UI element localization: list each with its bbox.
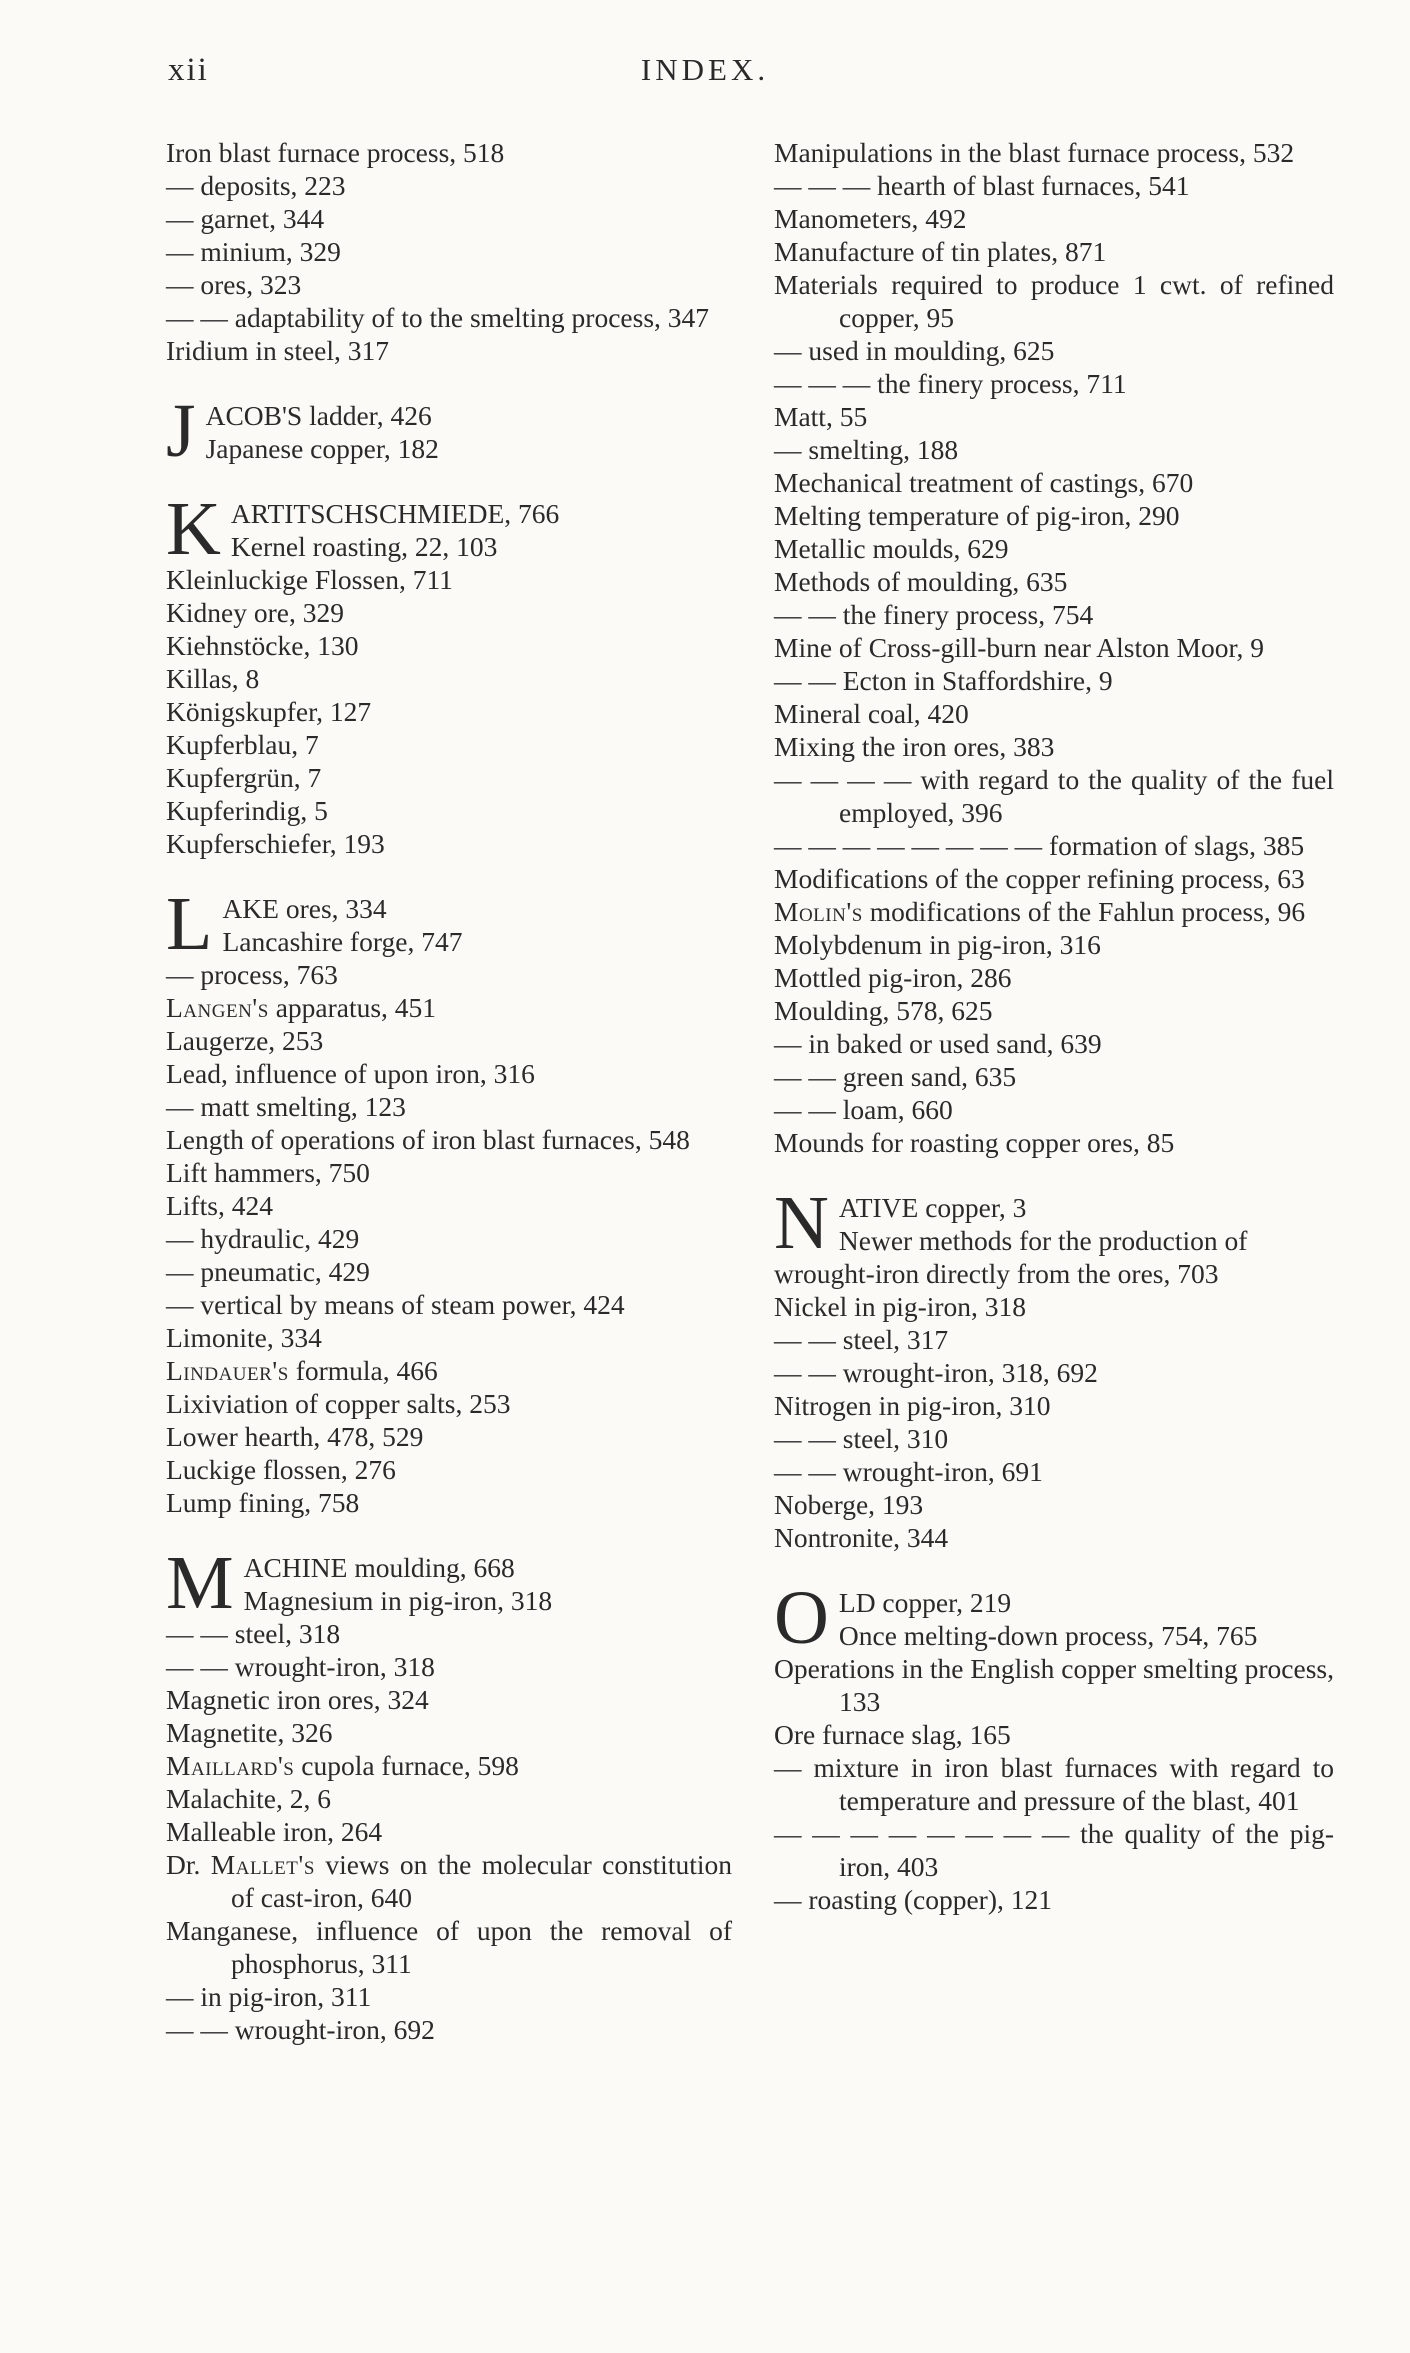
index-entry: Manufacture of tin plates, 871 [774,236,1107,267]
index-entry: Melting temperature of pig-iron, 290 [774,500,1180,531]
index-entry: — used in moulding, 625 [774,335,1055,366]
index-entry: Kleinluckige Flossen, 711 [166,564,453,595]
section-second-entry: Newer methods for the production of wrought-iron directly from the ores, 703 [774,1225,1248,1289]
section-heading-entry: ATIVE copper, 3 [838,1192,1027,1223]
proper-name: Lindauer's [166,1355,289,1386]
index-entry: — — green sand, 635 [774,1061,1017,1092]
index-entry-list [166,1914,732,2046]
entry-text: modifications of the Fahlun process, 96 [862,896,1306,927]
dropcap-letter: N [774,1181,829,1265]
index-entry: — minium, 329 [166,236,341,267]
entry-text: views on the molecular constitution of cast-iron, 640 [231,1849,732,1913]
index-entry: Matt, 55 [774,401,868,432]
section-o [774,1576,1334,1916]
index-entry: Kidney ore, 329 [166,597,344,628]
index-entry-list [166,1782,732,1848]
section-i [166,136,732,367]
dropcap-letter: J [166,389,196,473]
index-entry: Limonite, 334 [166,1322,322,1353]
index-entry: — matt smelting, 123 [166,1091,406,1122]
index-entry [166,1749,732,1782]
index-entry: Mottled pig-iron, 286 [774,962,1012,993]
index-entry [774,895,1334,928]
running-title: INDEX. [640,52,770,87]
section-heading-entry: AKE ores, 334 [222,893,387,924]
index-entry: Mineral coal, 420 [774,698,969,729]
index-entry: — — — — — — — — formation of slags, 385 [774,830,1305,861]
index-entry: — garnet, 344 [166,203,325,234]
index-entry-list [166,958,732,991]
index-entry: Manometers, 492 [774,203,967,234]
section-m [166,1541,732,2046]
entry-text: Dr. [166,1849,211,1880]
entry-text: cupola furnace, 598 [294,1750,519,1781]
index-entry: Nickel in pig-iron, 318 [774,1291,1027,1322]
proper-name: Mallet's [210,1849,315,1880]
section-heading-entry: ACOB'S ladder, 426 [205,400,432,431]
index-entry: — — — — — — — — the quality of the pig-iron, 403 [774,1818,1334,1882]
section-second-entry: Japanese copper, 182 [205,433,439,464]
index-entry: Mechanical treatment of castings, 670 [774,467,1194,498]
index-entry: — — — hearth of blast furnaces, 541 [774,170,1190,201]
index-entry: Length of operations of iron blast furnaces, 548 [166,1124,690,1155]
index-entry: Operations in the English copper smelting process, 133 [774,1653,1334,1717]
index-entry: Lift hammers, 750 [166,1157,370,1188]
index-entry: Kupferindig, 5 [166,795,328,826]
index-entry: — smelting, 188 [774,434,959,465]
section-n [774,1181,1334,1554]
index-entry: Mounds for roasting copper ores, 85 [774,1127,1175,1158]
section-second-entry: Once melting-down process, 754, 765 [838,1620,1258,1651]
index-entry-list [166,136,732,367]
index-entry: — — Ecton in Staffordshire, 9 [774,665,1113,696]
index-entry: Nitrogen in pig-iron, 310 [774,1390,1051,1421]
section-second-entry: Magnesium in pig-iron, 318 [243,1585,553,1616]
index-entry: — — wrought-iron, 318, 692 [774,1357,1098,1388]
index-entry: Metallic moulds, 629 [774,533,1009,564]
index-entry: — — — the finery process, 711 [774,368,1127,399]
index-entry: — — steel, 317 [774,1324,949,1355]
dropcap-letter: K [166,487,221,571]
index-entry: Königskupfer, 127 [166,696,372,727]
index-entry: Magnetic iron ores, 324 [166,1684,429,1715]
index-entry [166,1848,732,1914]
index-entry: Lump fining, 758 [166,1487,360,1518]
section-heading-entry: ACHINE moulding, 668 [243,1552,515,1583]
entry-text: apparatus, 451 [268,992,437,1023]
section-k [166,487,732,860]
section-heading-entry: LD copper, 219 [838,1587,1012,1618]
index-entry-list [166,1617,732,1749]
index-entry: Lixiviation of copper salts, 253 [166,1388,511,1419]
index-entry: — — adaptability of to the smelting process, 347 [166,302,710,333]
index-entry: — roasting (copper), 121 [774,1884,1052,1915]
index-entry: — in pig-iron, 311 [166,1981,372,2012]
proper-name: Molin's [774,896,863,927]
index-entry: Kupferschiefer, 193 [166,828,385,859]
section-second-entry: Lancashire forge, 747 [222,926,463,957]
index-entry: Mine of Cross-gill-burn near Alston Moor, 9 [774,632,1265,663]
dropcap-letter: M [166,1541,234,1625]
index-entry: Malleable iron, 264 [166,1816,383,1847]
index-entry: Lower hearth, 478, 529 [166,1421,424,1452]
index-entry: Magnetite, 326 [166,1717,333,1748]
index-entry: Noberge, 193 [774,1489,924,1520]
index-entry: — mixture in iron blast furnaces with regard to temperature and pressure of the blast, 401 [774,1752,1334,1816]
index-entry: — deposits, 223 [166,170,346,201]
index-entry: Iron blast furnace process, 518 [166,137,505,168]
index-entry: Kupfergrün, 7 [166,762,322,793]
index-entry: Molybdenum in pig-iron, 316 [774,929,1101,960]
index-entry: — — wrought-iron, 318 [166,1651,435,1682]
index-entry: — — loam, 660 [774,1094,953,1125]
section-heading-entry: ARTITSCHSCHMIEDE, 766 [230,498,560,529]
index-entry: Iridium in steel, 317 [166,335,390,366]
proper-name: Maillard's [166,1750,295,1781]
index-entry: Methods of moulding, 635 [774,566,1068,597]
index-entry-list [166,1387,732,1519]
index-entry: Laugerze, 253 [166,1025,324,1056]
index-entry-list [166,563,732,860]
index-entry: Manganese, influence of upon the removal of phosphorus, 311 [166,1915,732,1979]
section-j [166,389,732,473]
index-entry: — — steel, 310 [774,1423,949,1454]
index-entry: — ores, 323 [166,269,302,300]
dropcap-letter: O [774,1576,829,1660]
index-column-right [774,136,1334,1916]
index-entry: — — the finery process, 754 [774,599,1094,630]
page-number: xii [168,52,209,88]
proper-name: Langen's [166,992,269,1023]
index-entry-list [774,1290,1334,1554]
index-entry [166,1354,732,1387]
index-entry: — — wrought-iron, 692 [166,2014,435,2045]
index-entry: Malachite, 2, 6 [166,1783,331,1814]
index-entry: — — steel, 318 [166,1618,341,1649]
index-entry: — in baked or used sand, 639 [774,1028,1102,1059]
index-entry: Modifications of the copper refining process, 63 [774,863,1305,894]
index-entry [166,991,732,1024]
page-header [0,52,1410,96]
section-m-continued [774,136,1334,1159]
index-entry: Materials required to produce 1 cwt. of refined copper, 95 [774,269,1334,333]
index-entry: — hydraulic, 429 [166,1223,360,1254]
index-entry: Kupferblau, 7 [166,729,319,760]
index-entry: Lead, influence of upon iron, 316 [166,1058,535,1089]
index-entry: Kiehnstöcke, 130 [166,630,359,661]
entry-text: formula, 466 [288,1355,438,1386]
index-entry: — process, 763 [166,959,338,990]
index-entry: Luckige flossen, 276 [166,1454,396,1485]
index-entry: Ore furnace slag, 165 [774,1719,1011,1750]
index-entry: Moulding, 578, 625 [774,995,993,1026]
index-entry: Mixing the iron ores, 383 [774,731,1055,762]
index-entry-list [166,1024,732,1354]
index-entry-list [774,928,1334,1159]
index-entry: Manipulations in the blast furnace process, 532 [774,137,1295,168]
index-entry-list [774,1652,1334,1916]
index-entry: — pneumatic, 429 [166,1256,370,1287]
index-entry: — vertical by means of steam power, 424 [166,1289,625,1320]
index-entry: — — — — with regard to the quality of the fuel employed, 396 [774,764,1334,828]
section-l [166,882,732,1519]
index-entry: Killas, 8 [166,663,260,694]
index-entry: Nontronite, 344 [774,1522,949,1553]
index-entry: — — wrought-iron, 691 [774,1456,1043,1487]
index-entry-list [774,136,1334,895]
dropcap-letter: L [166,882,213,966]
index-entry: Lifts, 424 [166,1190,273,1221]
section-second-entry: Kernel roasting, 22, 103 [230,531,498,562]
index-column-left [166,136,732,2046]
